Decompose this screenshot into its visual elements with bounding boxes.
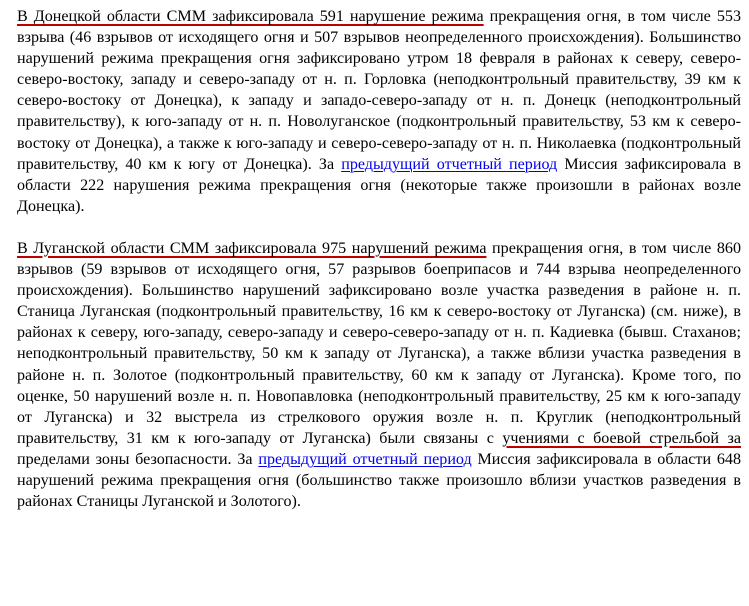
previous-report-link[interactable]: предыдущий отчетный период <box>341 155 558 173</box>
paragraph-luhansk <box>17 238 741 512</box>
paragraph-text: прекращения огня, в том числе 553 взрыва (46 взрывов от исходящего огня и 507 взрывов неопределенного происхождения). Большинство нарушений режима прекращения огня зафиксировано утром 18 февраля в районах к северу, северо-северо-востоку, западу и северо-западу от н. п. Горловка (неподконтрольный правительству, 39 км к северо-востоку от Донецка), к западу и западо-северо-западу от н. п. Донецк (неподконтрольный правительству), к юго-западу от н. п. Новолуганское (подконтрольный правительству, 53 км к северо-востоку от Донецка), а также к юго-западу и северо-северо-западу от н. п. Николаевка (подконтрольный правительству, 40 км к югу от Донецка). За <box>17 8 741 173</box>
paragraph-text: Миссия зафиксировала в области 222 нарушения режима прекращения огня (некоторые также произошли в районах возле Донецка). <box>17 155 741 215</box>
paragraph-donetsk <box>17 6 741 217</box>
highlighted-text-live-fire-exercises: учениями с боевой стрельбой за <box>502 429 742 447</box>
paragraph-text: прекращения огня, в том числе 860 взрывов (59 взрывов от исходящего огня, 57 разрывов боеприпасов и 744 взрыва неопределенного происхождения). Большинство нарушений зафиксировано возле участка разведения в районе н. п. Станица Луганская (подконтрольный правительству, 16 км к северо-востоку от Луганска) (см. ниже), в районах к северу, юго-западу, северо-западу и северо-северо-западу от н. п. Кадиевка (бывш. Стаханов; неподконтрольный правительству, 50 км к западу от Луганска), а также вблизи участка разведения в районе н. п. Золотое (подконтрольный правительству, 60 км к западу от Луганска). Кроме того, по оценке, 50 нарушений возле н. п. Новопавловка (неподконтрольный правительству, 25 км к юго-западу от Луганска) и 32 выстрела из стрелкового оружия возле н. п. Круглик (неподконтрольный правительству, 31 км к юго-западу от Луганска) были связаны с <box>17 239 742 447</box>
highlighted-text-donetsk-violations: В Донецкой области СММ зафиксировала 591 нарушение режима <box>17 8 484 25</box>
previous-report-link[interactable]: предыдущий отчетный период <box>258 450 472 468</box>
highlighted-text-luhansk-violations: В Луганской области СММ зафиксировала 975 нарушений режима <box>17 239 487 257</box>
paragraph-text: Миссия зафиксировала в области 648 нарушений режима прекращения огня (большинство также произошло вблизи участков разведения в районах Станицы Луганской и Золотого). <box>17 450 741 511</box>
paragraph-text: пределами зоны безопасности. За <box>17 450 259 468</box>
